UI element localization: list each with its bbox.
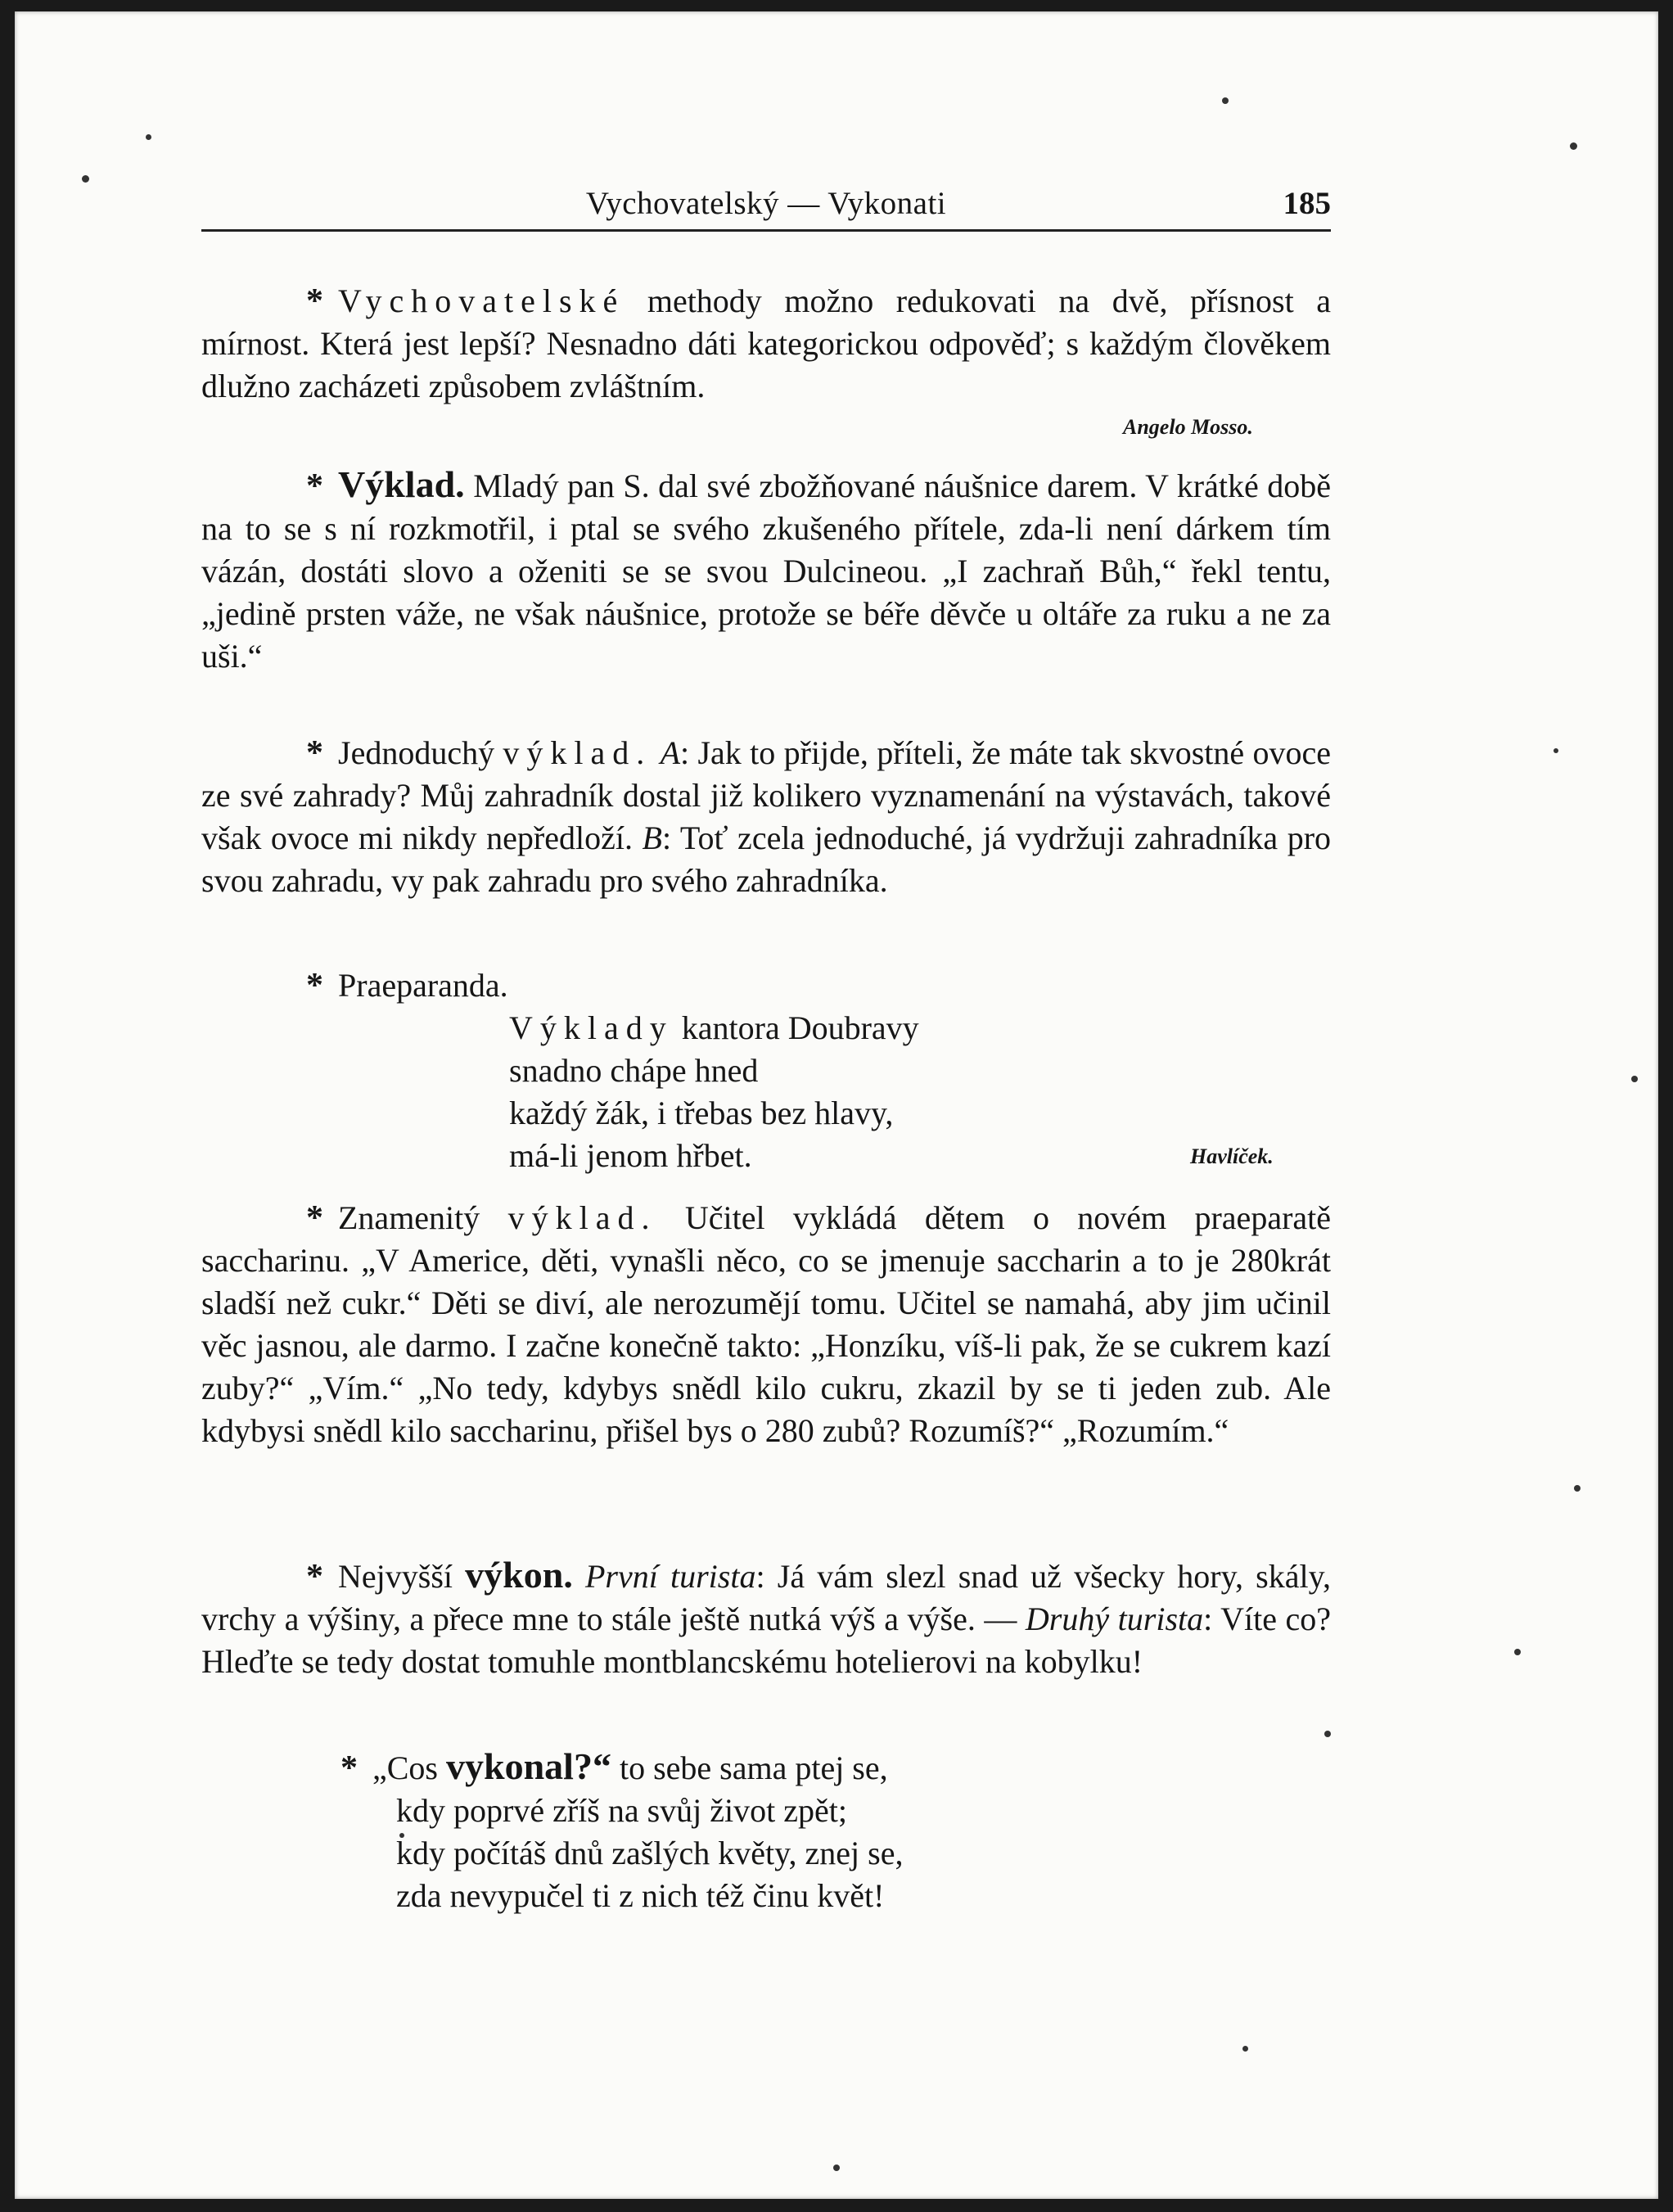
- scan-speck: [1574, 1485, 1581, 1492]
- header-title: Vychovatelský — Vykonati: [585, 186, 947, 221]
- scan-speck: [1324, 1731, 1331, 1737]
- entry-text-1: : Já vám slezl snad už všecky hory, skály, vrchy a výšiny, a přece mne to stále ještě nutká výš a výše. —: [201, 1558, 1332, 1637]
- verse-line: každý žák, i třebas bez hlavy,: [509, 1095, 894, 1131]
- scan-speck: [1631, 1076, 1638, 1082]
- poem-line: [340, 1745, 903, 1790]
- entry-marker: *: [340, 1749, 358, 1787]
- page-number: 185: [1283, 186, 1331, 221]
- speaker-1: První turista: [584, 1558, 756, 1595]
- keyword-spaced: Vychovatelské: [338, 282, 625, 319]
- speaker-b: B: [642, 819, 662, 856]
- entry-text-2: : Víte co? Hleďte se tedy dostat tomuhle montblancskému hotelierovi na kobylku!: [201, 1600, 1332, 1680]
- scan-speck: [1222, 97, 1229, 104]
- poem-line: kdy počítáš dnů zašlých květy, znej se,: [396, 1835, 904, 1871]
- verse-praeparanda: [509, 1007, 919, 1177]
- keyword-lead: Nejvyšší: [338, 1558, 453, 1595]
- entry-praeparanda-title: [306, 964, 508, 1007]
- entry-marker: *: [306, 734, 323, 772]
- verse-line: má-li jenom hřbet.: [509, 1137, 752, 1174]
- entry-text: Učitel vykládá dětem o novém praeparatě saccharinu. „V Americe, děti, vynašli něco, co se jmenuje saccharin a to je 280krát sladší než cukr.“ Děti se diví, ale nerozumějí tomu. Učitel se namahá, aby jim učinil věc jasnou, ale darmo. I začne konečně takto: „Honzíku, víš-li pak, že se cukrem kazí zuby?“ „Vím.“ „No tedy, kdybys snědl kilo cukru, zkazil by se ti jeden zub. Ale kdybysi snědl kilo saccharinu, přišel bys o 280 zubů? Rozumíš?“ „Rozumím.“: [201, 1199, 1332, 1449]
- scan-speck: [1570, 142, 1577, 150]
- scan-speck: [1242, 2046, 1248, 2052]
- attribution-mosso: Angelo Mosso.: [1123, 415, 1253, 439]
- entry-vychovatelske: [201, 280, 1331, 408]
- scan-speck: [1554, 748, 1558, 753]
- attribution-havlicek: Havlíček.: [1190, 1144, 1274, 1168]
- keyword-spaced: Výklady: [509, 1009, 674, 1046]
- keyword-title: Praeparanda.: [338, 967, 508, 1004]
- poem-line: kdy poprvé zříš na svůj život zpět;: [396, 1792, 847, 1829]
- running-header: [201, 180, 1331, 232]
- entry-marker: *: [306, 1558, 323, 1596]
- book-page: [15, 11, 1658, 2199]
- entry-marker: *: [306, 282, 323, 320]
- entry-marker: *: [306, 467, 323, 505]
- verse-line: [509, 1007, 919, 1050]
- keyword-bold: Výklad.: [338, 463, 465, 505]
- scan-speck: [82, 175, 89, 183]
- poem-vykonal: [340, 1745, 903, 1917]
- keyword-bold: vykonal?“: [446, 1745, 611, 1787]
- scan-speck: [1514, 1649, 1521, 1655]
- poem-text: „Cos: [372, 1749, 438, 1786]
- scan-speck: [146, 134, 151, 140]
- entry-znamenity: [201, 1197, 1331, 1452]
- keyword-spaced: výklad.: [503, 734, 652, 771]
- entry-marker: *: [306, 1199, 323, 1237]
- entry-vyklad: [201, 463, 1331, 678]
- entry-jednoduchy: [201, 732, 1331, 902]
- entry-marker: *: [306, 967, 323, 1004]
- scan-speck: [833, 2165, 840, 2171]
- entry-text: Mladý pan S. dal své zbožňované náušnice darem. V krátké době na to se s ní rozkmotřil, i ptal se svého zkušeného přítele, zda-li není dárkem tím vázán, dostáti slovo a oženiti se se svou Dulcineou. „I zachraň Bůh,“ řekl tentu, „jedině prsten váže, ne však náušnice, protože se béře děvče u oltáře za ruku a ne za uši.“: [201, 467, 1331, 675]
- keyword-spaced: výklad.: [507, 1199, 657, 1236]
- entry-text-b: : Toť zcela jednoduché, já vydržuji zahradníka pro svou zahradu, vy pak zahradu pro svého zahradníka.: [201, 819, 1332, 899]
- verse-text: kantora Doubravy: [681, 1009, 919, 1046]
- entry-text-a: : Jak to přijde, příteli, že máte tak skvostné ovoce ze své zahrady? Můj zahradník dostal již kolikero vyznamenání na výstavách, takové však ovoce mi nikdy nepředloží.: [201, 734, 1331, 856]
- speaker-2: Druhý turista: [1025, 1600, 1204, 1637]
- poem-line: zda nevypučel ti z nich též činu květ!: [396, 1877, 885, 1914]
- keyword-lead: Znamenitý: [338, 1199, 480, 1236]
- entry-text: methody možno redukovati na dvě, přísnost a mírnost. Která jest lepší? Nesnadno dáti kategorickou odpověď; s každým člověkem dlužno zacházeti způsobem zvláštním.: [201, 282, 1332, 404]
- entry-vykon: [201, 1554, 1331, 1683]
- poem-text: to sebe sama ptej se,: [619, 1749, 888, 1786]
- verse-line: snadno chápe hned: [509, 1052, 759, 1089]
- keyword-bold: výkon.: [465, 1554, 573, 1596]
- keyword-lead: Jednoduchý: [338, 734, 495, 771]
- speaker-a: A: [660, 734, 681, 771]
